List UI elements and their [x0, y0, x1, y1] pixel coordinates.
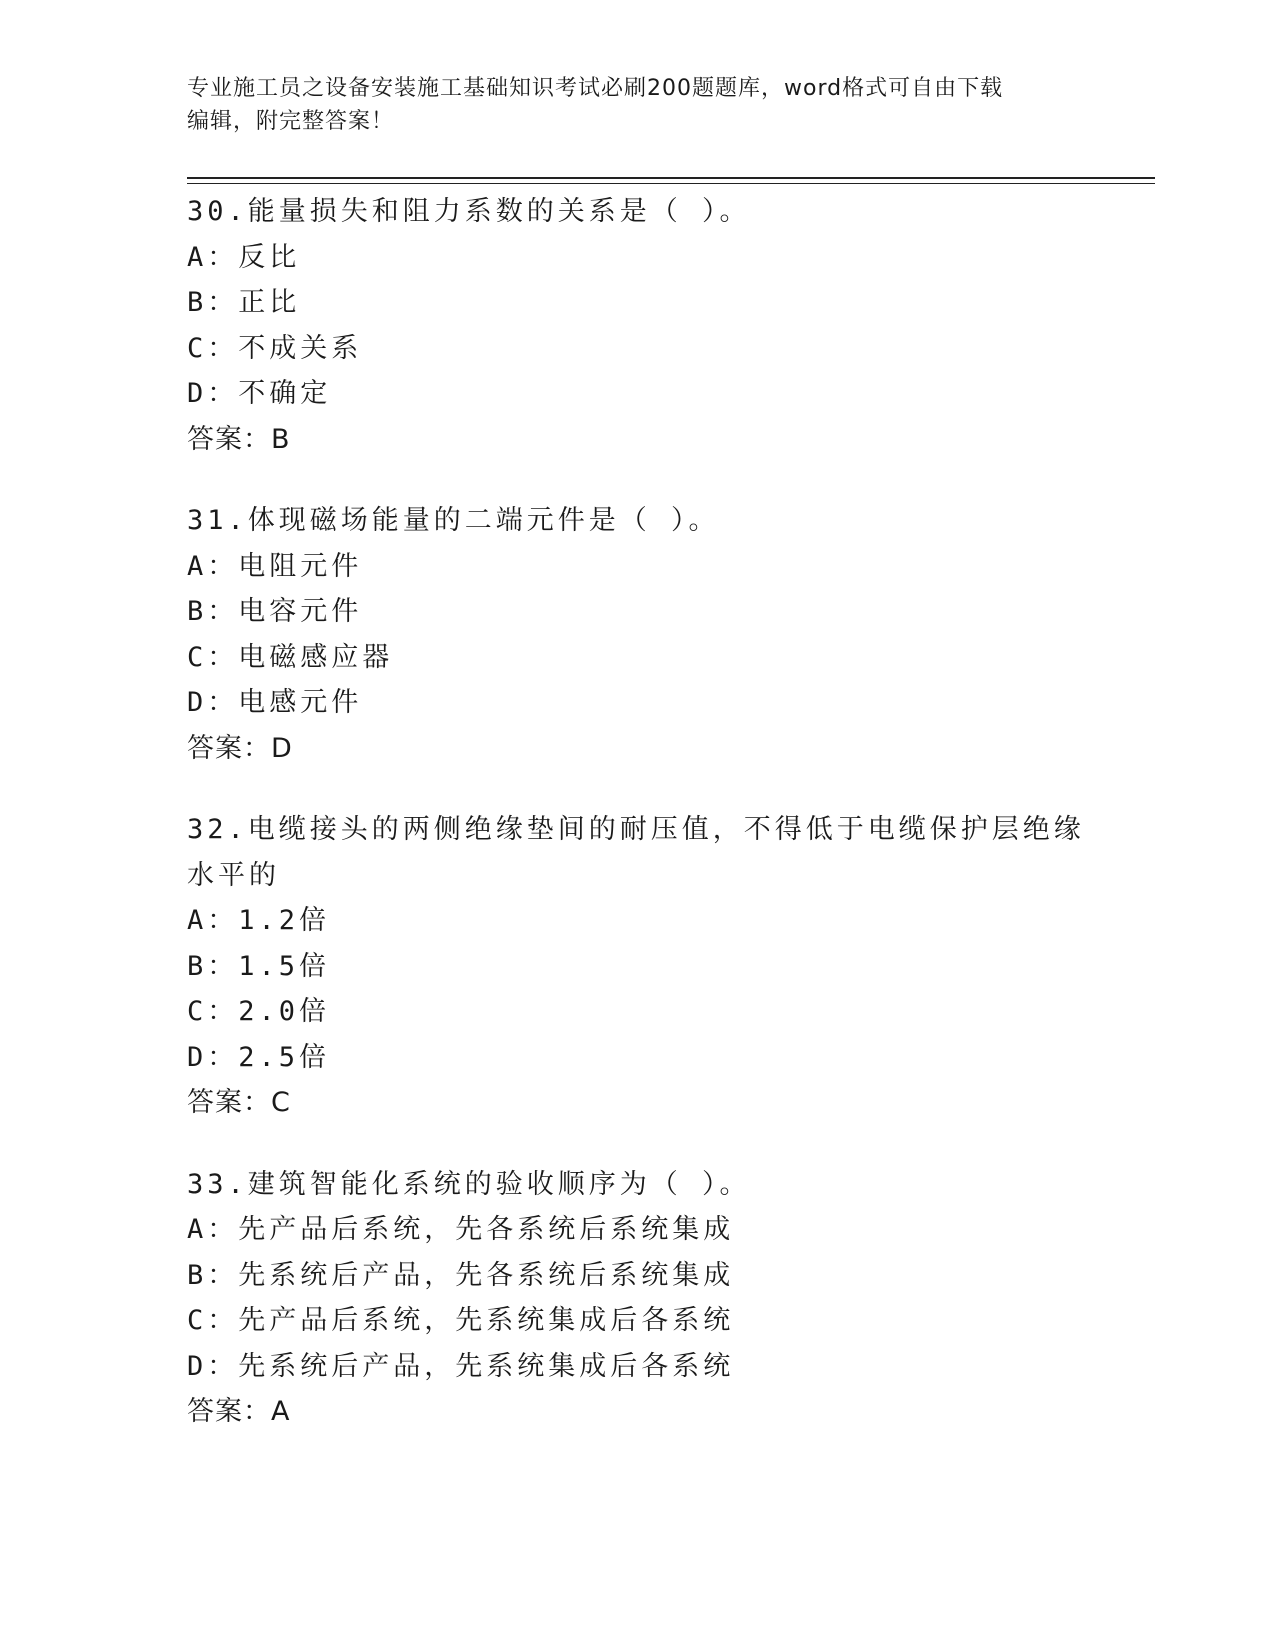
- question-stem: 33.建筑智能化系统的验收顺序为（ ）。: [187, 1168, 751, 1200]
- option-b: B：1.5倍: [187, 950, 331, 982]
- question-33: [187, 1162, 1087, 1435]
- header-title-line-1: 专业施工员之设备安装施工基础知识考试必刷200题题库，word格式可自由下载: [187, 76, 1004, 101]
- question-stem: 30.能量损失和阻力系数的关系是（ ）。: [187, 196, 751, 227]
- question-stem: 32.电缆接头的两侧绝缘垫间的耐压值，不得低于电缆保护层绝缘水平的: [187, 814, 1085, 891]
- answer-label: 答案：C: [187, 1087, 291, 1118]
- option-a: A：反比: [187, 241, 301, 273]
- answer-label: 答案：D: [187, 732, 293, 764]
- option-d: D：不确定: [187, 378, 332, 409]
- header-divider-thin: [187, 183, 1155, 184]
- option-a: A：1.2倍: [187, 905, 331, 936]
- question-stem: 31.体现磁场能量的二端元件是（ ）。: [187, 505, 720, 536]
- question-list: [187, 189, 1087, 1471]
- option-a: A：电阻元件: [187, 550, 363, 582]
- document-header: [187, 72, 1087, 138]
- header-title-line-2: 编辑，附完整答案！: [187, 109, 395, 134]
- answer-label: 答案：B: [187, 423, 291, 455]
- question-31: [187, 498, 1087, 771]
- option-d: D：先系统后产品，先系统集成后各系统: [187, 1350, 735, 1382]
- option-c: C：2.0倍: [187, 996, 331, 1027]
- option-c: C：电磁感应器: [187, 641, 394, 673]
- answer-label: 答案：A: [187, 1396, 291, 1427]
- option-a: A：先产品后系统，先各系统后系统集成: [187, 1214, 735, 1245]
- option-b: B：电容元件: [187, 596, 363, 627]
- option-b: B：先系统后产品，先各系统后系统集成: [187, 1259, 735, 1291]
- question-30: [187, 189, 1087, 462]
- option-b: B：正比: [187, 287, 301, 318]
- option-c: C：不成关系: [187, 332, 363, 364]
- option-d: D：电感元件: [187, 687, 363, 718]
- option-d: D：2.5倍: [187, 1041, 331, 1073]
- question-32: [187, 807, 1087, 1126]
- header-divider-thick: [187, 177, 1155, 179]
- option-c: C：先产品后系统，先系统集成后各系统: [187, 1305, 735, 1336]
